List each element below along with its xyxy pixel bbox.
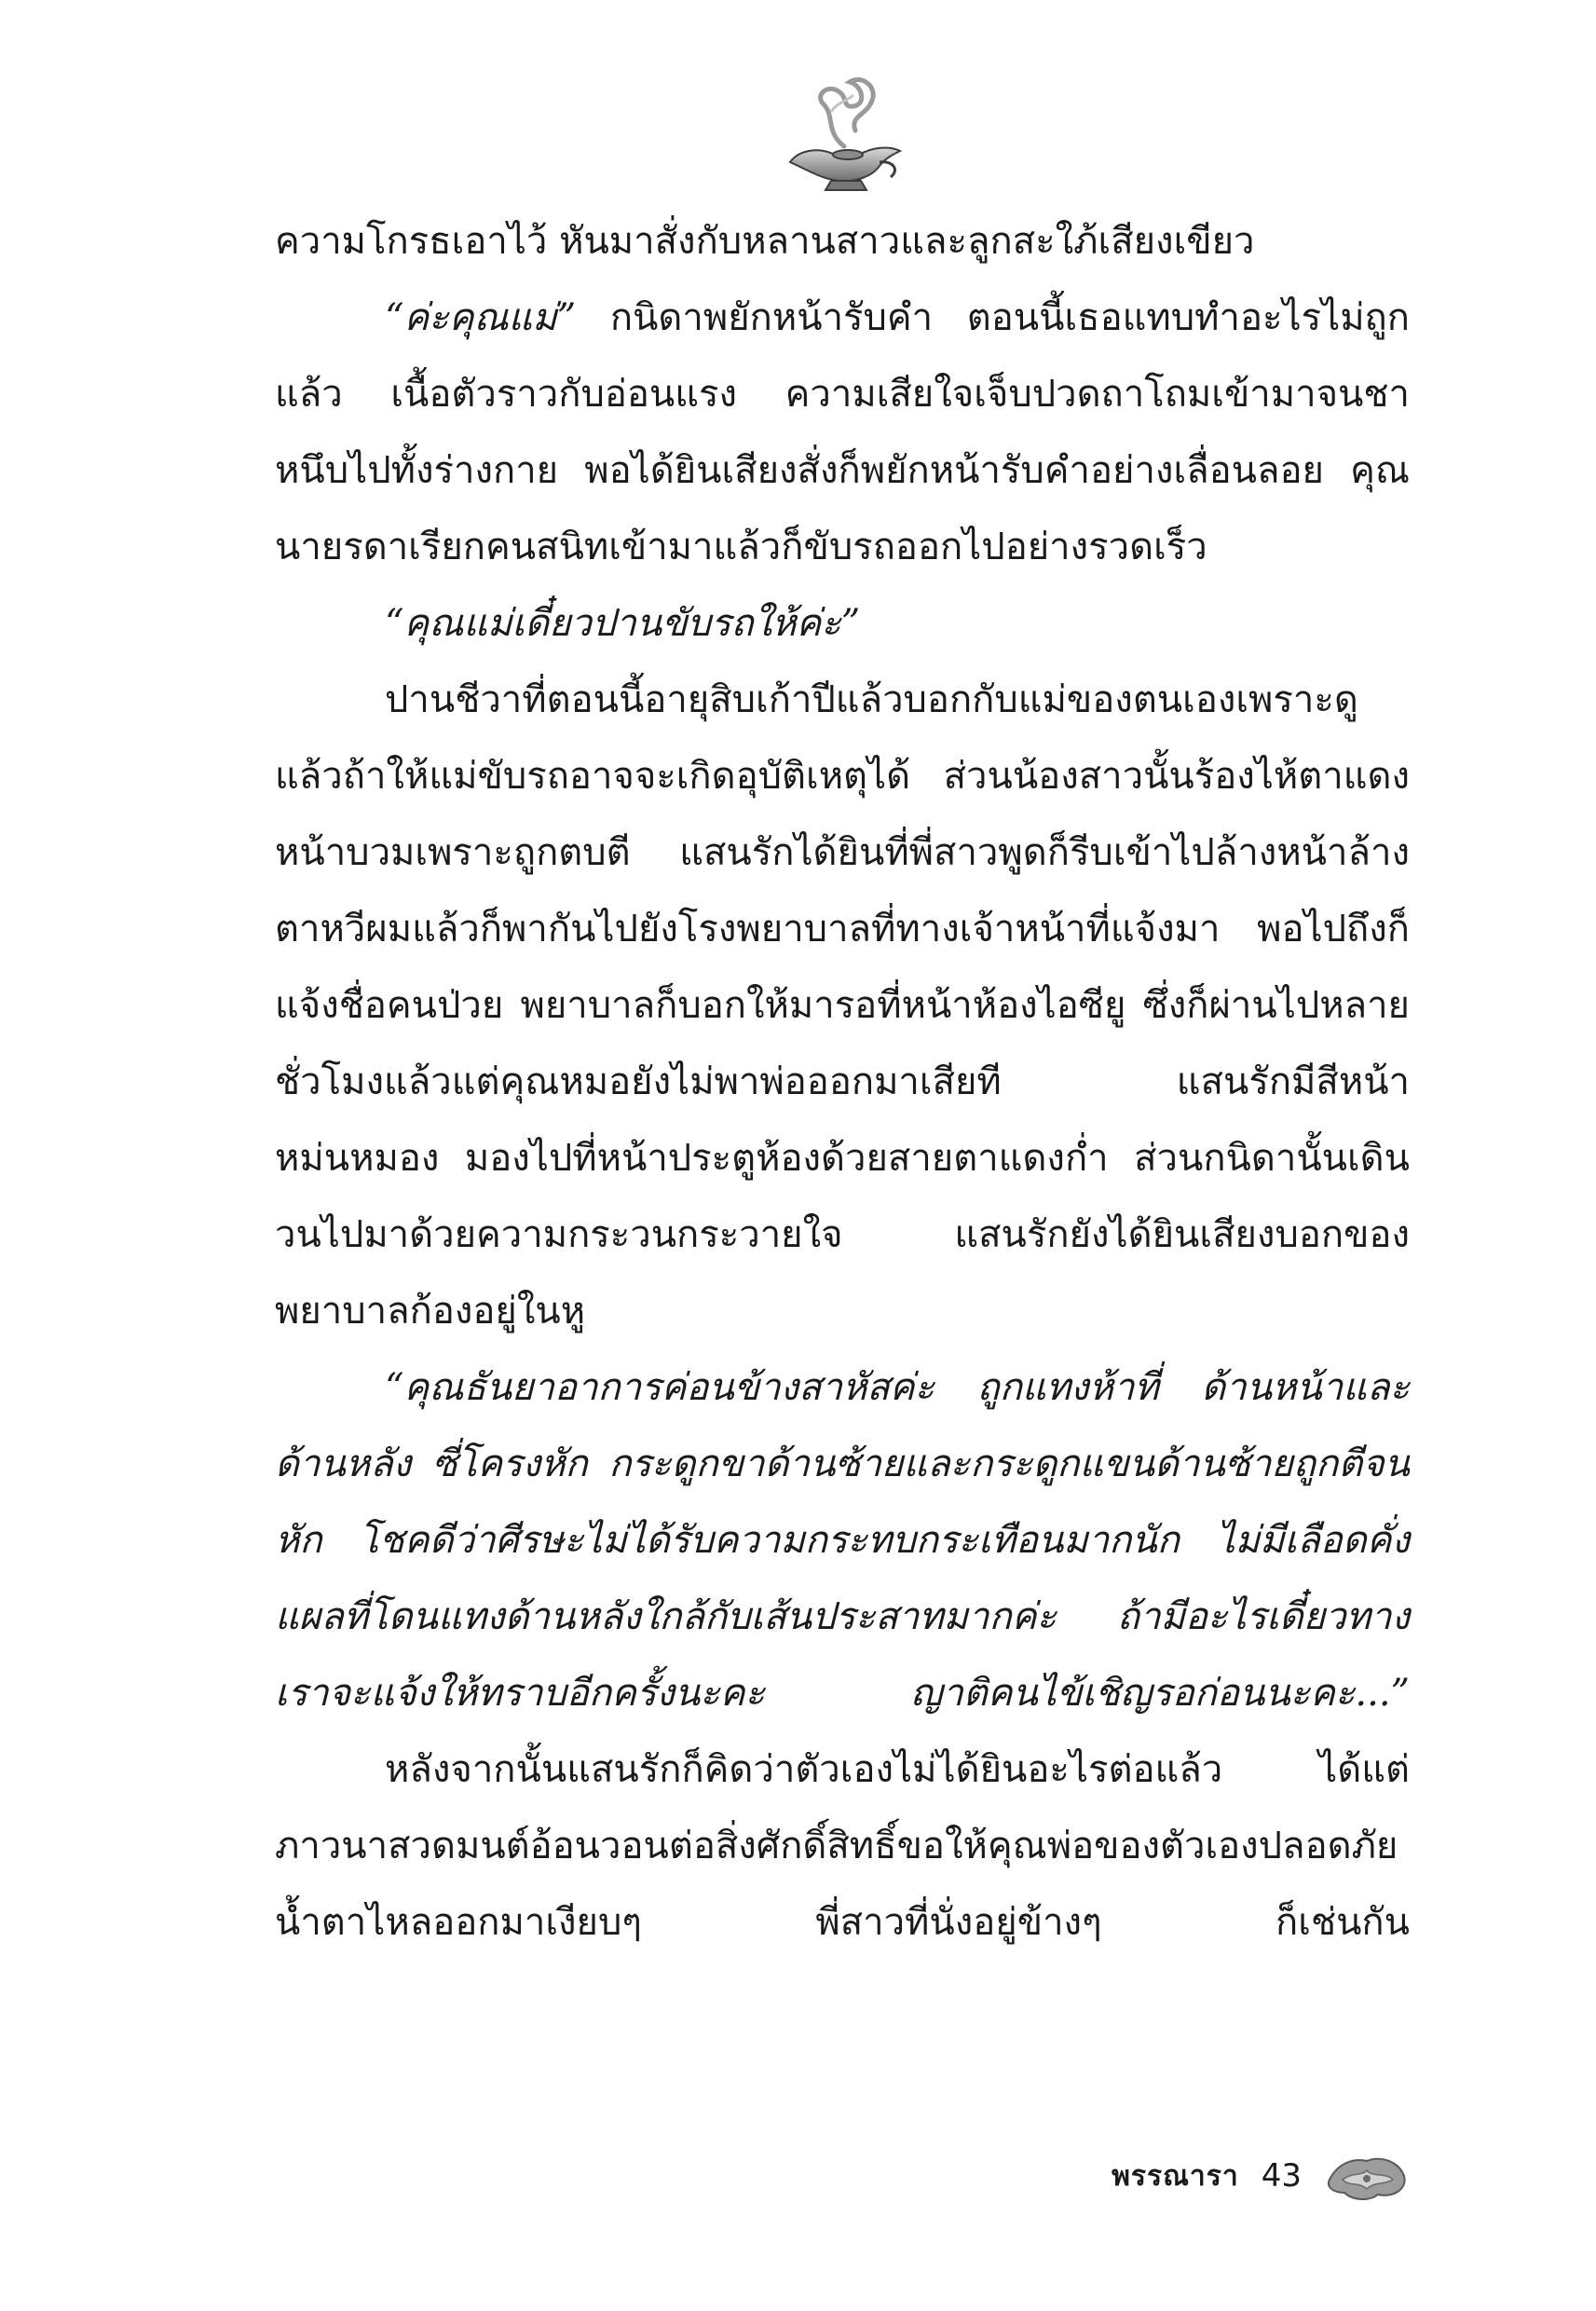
- page-number: 43: [1261, 2157, 1302, 2195]
- book-title: พรรณารา: [1112, 2159, 1239, 2193]
- body-text: [275, 203, 1410, 1961]
- dialogue-paragraph: “คุณแม่เดี๋ยวปานขับรถให้ค่ะ”: [385, 602, 861, 645]
- page-footer: [1112, 2148, 1410, 2204]
- paragraph: ความโกรธเอาไว้ หันมาสั่งกับหลานสาวและลูกสะใภ้เสียงเขียว: [275, 220, 1255, 263]
- paragraph: หลังจากนั้นแสนรักก็คิดว่าตัวเองไม่ได้ยินอะไรต่อแล้ว ได้แต่ภาวนาสวดมนต์อ้อนวอนต่อสิ่งศักดิ์สิทธิ์ขอให้คุณพ่อของตัวเองปลอดภัย น้ำตาไหลออกมาเงียบๆ พี่สาวที่นั่งอยู่ข้างๆ ก็เช่นกัน: [275, 1748, 1410, 1944]
- paragraph: [275, 280, 1410, 585]
- paragraph: ปานชีวาที่ตอนนี้อายุสิบเก้าปีแล้วบอกกับแม่ของตนเองเพราะดูแล้วถ้าให้แม่ขับรถอาจจะเกิดอุบัติเหตุได้ ส่วนน้องสาวนั้นร้องไห้ตาแดงหน้าบวมเพราะถูกตบตี แสนรักได้ยินที่พี่สาวพูดก็รีบเข้าไปล้างหน้าล้างตาหวีผมแล้วก็พากันไปยังโรงพยาบาลที่ทางเจ้าหน้าที่แจ้งมา พอไปถึงก็แจ้งชื่อคนป่วย พยาบาลก็บอกให้มารอที่หน้าห้องไอซียู ซึ่งก็ผ่านไปหลายชั่วโมงแล้วแต่คุณหมอยังไม่พาพ่อออกมาเสียที แสนรักมีสีหน้าหม่นหมอง มองไปที่หน้าประตูห้องด้วยสายตาแดงก่ำ ส่วนกนิดานั้นเดินวนไปมาด้วยความกระวนกระวายใจ แสนรักยังได้ยินเสียงบอกของพยาบาลก้องอยู่ในหู: [275, 678, 1410, 1333]
- dialogue-paragraph: “คุณธันยาอาการค่อนข้างสาหัสค่ะ ถูกแทงห้าที่ ด้านหน้าและด้านหลัง ซี่โครงหัก กระดูกขาด้านซ้ายและกระดูกแขนด้านซ้ายถูกตีจนหัก โชคดีว่าศีรษะไม่ได้รับความกระทบกระเทือนมากนัก ไม่มีเลือดคั่ง แผลที่โดนแทงด้านหลังใกล้กับเส้นประสาทมากค่ะ ถ้ามีอะไรเดี๋ยวทางเราจะแจ้งให้ทราบอีกครั้งนะคะ ญาติคนไข้เชิญรอก่อนนะคะ...”: [275, 1366, 1410, 1715]
- dialogue-quote: “ค่ะคุณแม่”: [385, 296, 577, 339]
- flower-ornament-icon: [1324, 2148, 1410, 2204]
- genie-lamp-icon: [770, 58, 919, 207]
- paragraph-text: กนิดาพยักหน้ารับคำ ตอนนี้เธอแทบทำอะไรไม่ถูกแล้ว เนื้อตัวราวกับอ่อนแรง ความเสียใจเจ็บปวดถาโถมเข้ามาจนชาหนึบไปทั้งร่างกาย พอได้ยินเสียงสั่งก็พยักหน้ารับคำอย่างเลื่อนลอย คุณนายรดาเรียกคนสนิทเข้ามาแล้วก็ขับรถออกไปอย่างรวดเร็ว: [275, 296, 1410, 568]
